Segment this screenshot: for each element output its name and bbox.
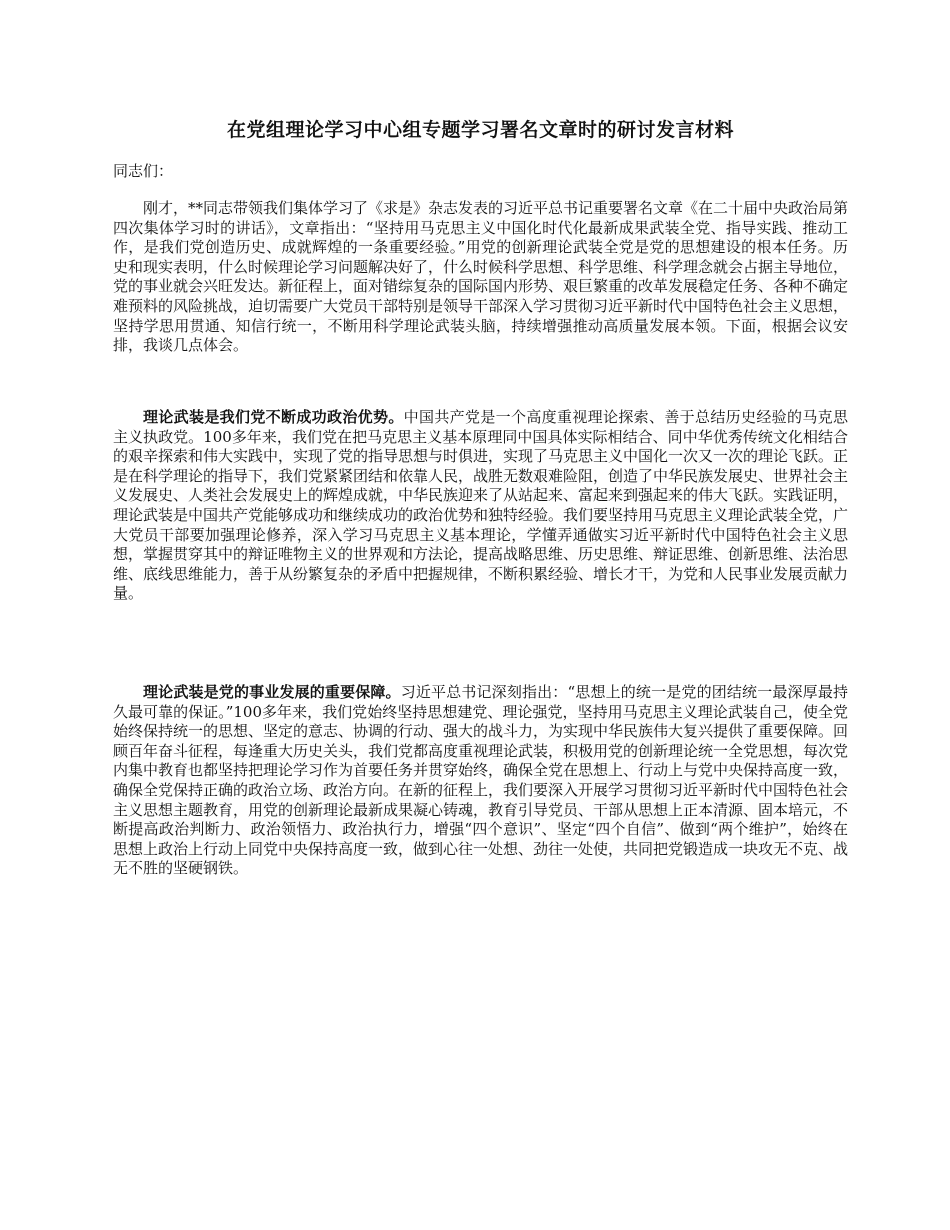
paragraph-important-guarantee — [113, 683, 848, 879]
paragraph-lead-heading: 理论武装是党的事业发展的重要保障。 — [143, 683, 401, 701]
paragraph-political-advantage — [113, 408, 848, 604]
paragraph-text: 刚才，**同志带领我们集体学习了《求是》杂志发表的习近平总书记重要署名文章《在二十届中央政治局第四次集体学习时的讲话》，文章指出：“坚持用马克思主义中国化时代化最新成果武装全党、指导实践、推动工作，是我们党创造历史、成就辉煌的一条重要经验。”用党的创新理论武装全党是党的思想建设的根本任务。历史和现实表明，什么时候理论学习问题解决好了，什么时候科学思想、科学思维、科学理念就会占据主导地位，党的事业就会兴旺发达。新征程上，面对错综复杂的国际国内形势、艰巨繁重的改革发展稳定任务、各种不确定难预料的风险挑战，迫切需要广大党员干部特别是领导干部深入学习贯彻习近平新时代中国特色社会主义思想，坚持学思用贯通、知信行统一，不断用科学理论武装头脑，持续增强推动高质量发展本领。下面，根据会议安排，我谈几点体会。 — [113, 199, 849, 355]
paragraph-intro — [113, 199, 848, 356]
paragraph-text: 习近平总书记深刻指出：“思想上的统一是党的团结统一最深厚最持久最可靠的保证。”100多年来，我们党始终坚持思想建党、理论强党，坚持用马克思主义理论武装自己，使全党始终保持统一的思想、坚定的意志、协调的行动、强大的战斗力，为实现中华民族伟大复兴提供了重要保障。回顾百年奋斗征程，每逢重大历史关头，我们党都高度重视理论武装，积极用党的创新理论统一全党思想，每次党内集中教育也都坚持把理论学习作为首要任务并贯穿始终，确保全党在思想上、行动上与党中央保持高度一致，确保全党保持正确的政治立场、政治方向。在新的征程上，我们要深入开展学习贯彻习近平新时代中国特色社会主义思想主题教育，用党的创新理论最新成果凝心铸魂，教育引导党员、干部从思想上正本清源、固本培元，不断提高政治判断力、政治领悟力、政治执行力，增强“四个意识”、坚定“四个自信”、做到“两个维护”，始终在思想上政治上行动上同党中央保持高度一致，做到心往一处想、劲往一处使，共同把党锻造成一块攻无不克、战无不胜的坚硬钢铁。 — [113, 683, 849, 878]
salutation: 同志们： — [113, 162, 174, 180]
paragraph-text: 中国共产党是一个高度重视理论探索、善于总结历史经验的马克思主义执政党。100多年来，我们党在把马克思主义基本原理同中国具体实际相结合、同中华优秀传统文化相结合的艰辛探索和伟大实践中，实现了党的指导思想与时俱进，实现了马克思主义中国化一次又一次的理论飞跃。正是在科学理论的指导下，我们党紧紧团结和依靠人民，战胜无数艰难险阻，创造了中华民族发展史、世界社会主义发展史、人类社会发展史上的辉煌成就，中华民族迎来了从站起来、富起来到强起来的伟大飞跃。实践证明，理论武装是中国共产党能够成功和继续成功的政治优势和独特经验。我们要坚持用马克思主义理论武装全党，广大党员干部要加强理论修养，深入学习马克思主义基本理论，学懂弄通做实习近平新时代中国特色社会主义思想，掌握贯穿其中的辩证唯物主义的世界观和方法论，提高战略思维、历史思维、辩证思维、创新思维、法治思维、底线思维能力，善于从纷繁复杂的矛盾中把握规律，不断积累经验、增长才干，为党和人民事业发展贡献力量。 — [113, 408, 849, 603]
paragraph-lead-heading: 理论武装是我们党不断成功政治优势。 — [143, 408, 404, 426]
document-title: 在党组理论学习中心组专题学习署名文章时的研讨发言材料 — [226, 119, 734, 141]
